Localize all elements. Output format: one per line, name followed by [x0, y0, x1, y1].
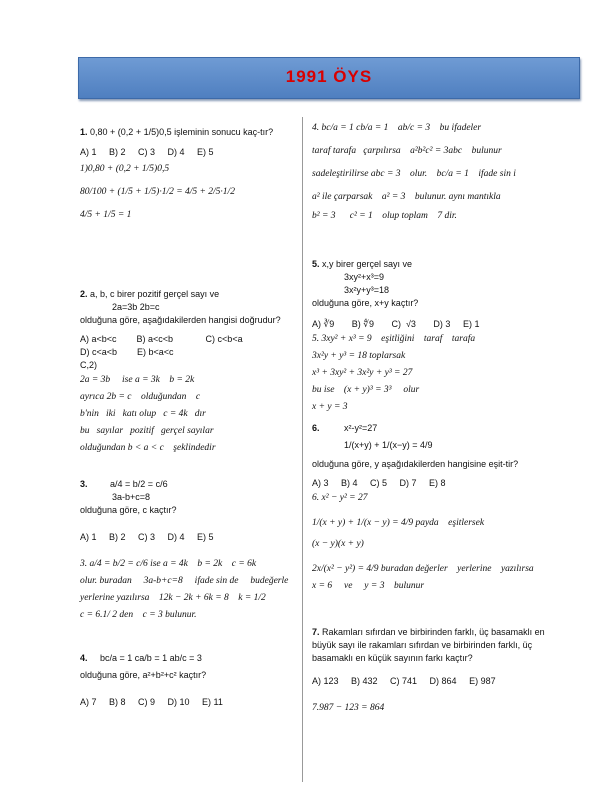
- q2-solution-line: olduğundan b < a < c şeklindedir: [80, 443, 216, 453]
- question-2-options: D) c<a<b E) b<a<c: [80, 347, 174, 357]
- question-2: 2. a, b, c birer pozitif gerçel sayı ve 2a=3b 2b=c olduğuna göre, aşağıdakilerden hangisi doğrudur? A) a<b<c B) a<c<b C) c<b<a D) c<a<b E) b<a<c C,2) 2a = 3b ise a = 3k b = 2k ayrıca 2b = c olduğundan c b'nin iki katı olup c = 4k dır bu sayılar pozitif gerçel sayılar olduğundan b < a < c şeklindedir: [80, 288, 298, 457]
- question-6-fraction: 1/(x+y) + 1/(x−y) = 4/9: [344, 440, 433, 450]
- question-1-options: A) 1 B) 2 C) 3 D) 4 E) 5: [80, 147, 214, 157]
- q5-solution-line: x³ + 3xy² + 3x²y + y³ = 27: [312, 368, 413, 378]
- q5-solution-line: bu ise (x + y)³ = 3³ olur: [312, 385, 420, 395]
- q2-solution-line: ayrıca 2b = c olduğundan c: [80, 392, 201, 402]
- question-3-ratio: a/4 = b/2 = c/6: [110, 479, 168, 489]
- question-4-solution: [312, 120, 562, 225]
- q4-solution-line: b² = 3 c² = 1 olup toplam 7 dir.: [312, 211, 457, 221]
- q3-solution-line: 3. a/4 = b/2 = c/6 ise a = 4k b = 2k c = 6k: [80, 559, 257, 569]
- q6-solution-line: 1/(x + y) + 1/(x − y) = 4/9 payda eşitlersek: [312, 518, 485, 528]
- q1-solution-line: 1)0,80 + (0,2 + 1/5)0,5: [80, 164, 170, 174]
- question-1: 1. 0,80 + (0,2 + 1/5)0,5 işleminin sonucu kaç-tır? A) 1 B) 2 C) 3 D) 4 E) 5 1)0,80 + (0,2 + 1/5)0,5 80/100 + (1/5 + 1/5)·1/2 = 4/5 + 2/5·1/2 4/5 + 1/5 = 1: [80, 126, 298, 224]
- q7-solution-line: 7.987 − 123 = 864: [312, 703, 385, 713]
- q6-solution-line: 2x/(x² − y²) = 4/9 buradan değerler yerlerine yazılırsa: [312, 564, 534, 574]
- q6-solution-line: 6. x² − y² = 27: [312, 493, 368, 503]
- question-5-options: A) ∛9 B) ∜9 C) √3 D) 3 E) 1: [312, 319, 480, 329]
- q2-solution-line: bu sayılar pozitif gerçel sayılar: [80, 426, 214, 436]
- q2-solution-line: b'nin iki katı olup c = 4k dır: [80, 409, 206, 419]
- question-2-options: A) a<b<c B) a<c<b C) c<b<a: [80, 334, 243, 344]
- question-3-options: A) 1 B) 2 C) 3 D) 4 E) 5: [80, 532, 214, 542]
- question-4-equations: bc/a = 1 ca/b = 1 ab/c = 3: [100, 653, 202, 663]
- question-2-answer: C,2): [80, 360, 98, 370]
- title-banner: [78, 57, 580, 99]
- column-divider: [302, 117, 303, 782]
- q4-solution-line: sadeleştirilirse abc = 3 olur. bc/a = 1 ifade sin i: [312, 169, 516, 179]
- q4-solution-line: a² ile çarparsak a² = 3 bulunur. aynı mantıkla: [312, 192, 501, 202]
- question-3: 3. a/4 = b/2 = c/6 3a-b+c=8 olduğuna göre, c kaçtır? A) 1 B) 2 C) 3 D) 4 E) 5 3. a/4 = b/2 = c/6 ise a = 4k b = 2k c = 6k olur. buradan 3a-b+c=8 ifade sin de budeğerle yerlerine yazılırsa 12k − 2k + 6k = 8 k = 1/2 c = 6.1/ 2 den c = 3 bulunur.: [80, 478, 298, 624]
- q5-solution-line: x + y = 3: [312, 402, 348, 412]
- q2-solution-line: 2a = 3b ise a = 3k b = 2k: [80, 375, 195, 385]
- question-5: 5. x,y birer gerçel sayı ve 3xy²+x³=9 3x²y+y³=18 olduğuna göre, x+y kaçtır? A) ∛9 B) ∜9 C) √3 D) 3 E) 1 5. 3xy² + x³ = 9 eşitliğini taraf tarafa 3x²y + y³ = 18 toplarsak x³ + 3xy² + 3x²y + y³ = 27 bu ise (x + y)³ = 3³ olur x + y = 3: [312, 258, 562, 416]
- q3-solution-line: olur. buradan 3a-b+c=8 ifade sin de budeğerle: [80, 576, 289, 586]
- q1-solution-line: 80/100 + (1/5 + 1/5)·1/2 = 4/5 + 2/5·1/2: [80, 187, 235, 197]
- q3-solution-line: yerlerine yazılırsa 12k − 2k + 6k = 8 k = 1/2: [80, 593, 266, 603]
- question-6: 6. x²-y²=27 1/(x+y) + 1/(x−y) = 4/9 olduğuna göre, y aşağıdakilerden hangisine eşit-tir? A) 3 B) 4 C) 5 D) 7 E) 8 6. x² − y² = 27 1/(x + y) + 1/(x − y) = 4/9 payda eşitlersek (x − y)(x + y) 2x/(x² − y²) = 4/9 buradan değerler yerlerine yazılırsa x = 6 ve y = 3 bulunur: [312, 422, 562, 595]
- q1-solution-line: 4/5 + 1/5 = 1: [80, 210, 132, 220]
- question-1-text: 0,80 + (0,2 + 1/5)0,5 işleminin sonucu kaç-tır?: [90, 127, 274, 137]
- q5-solution-line: 3x²y + y³ = 18 toplarsak: [312, 351, 406, 361]
- q4-solution-line: 4. bc/a = 1 cb/a = 1 ab/c = 3 bu ifadeler: [312, 123, 482, 133]
- question-6-options: A) 3 B) 4 C) 5 D) 7 E) 8: [312, 478, 446, 488]
- q3-solution-line: c = 6.1/ 2 den c = 3 bulunur.: [80, 610, 197, 620]
- q6-solution-line: x = 6 ve y = 3 bulunur: [312, 581, 425, 591]
- q5-solution-line: 5. 3xy² + x³ = 9 eşitliğini taraf tarafa: [312, 334, 476, 344]
- question-7: 7. Rakamları sıfırdan ve birbirinden farklı, üç basamaklı en büyük sayı ile rakamları sıfırdan ve birbirinden farklı, üç basamaklı en küçük sayının farkı kaçtır? A) 123 B) 432 C) 741 D) 864 E) 987 7.987 − 123 = 864: [312, 626, 562, 717]
- page-title: 1991 ÖYS: [285, 67, 373, 86]
- question-4: 4. bc/a = 1 ca/b = 1 ab/c = 3 olduğuna göre, a²+b²+c² kaçtır? A) 7 B) 8 C) 9 D) 10 E) 11: [80, 652, 298, 709]
- question-7-options: A) 123 B) 432 C) 741 D) 864 E) 987: [312, 676, 496, 686]
- q6-solution-line: (x − y)(x + y): [312, 539, 364, 549]
- question-2-equation: 2a=3b 2b=c: [112, 302, 160, 312]
- question-4-options: A) 7 B) 8 C) 9 D) 10 E) 11: [80, 697, 223, 707]
- q4-solution-line: taraf tarafa çarpılırsa a²b²c² = 3abc bulunur: [312, 146, 502, 156]
